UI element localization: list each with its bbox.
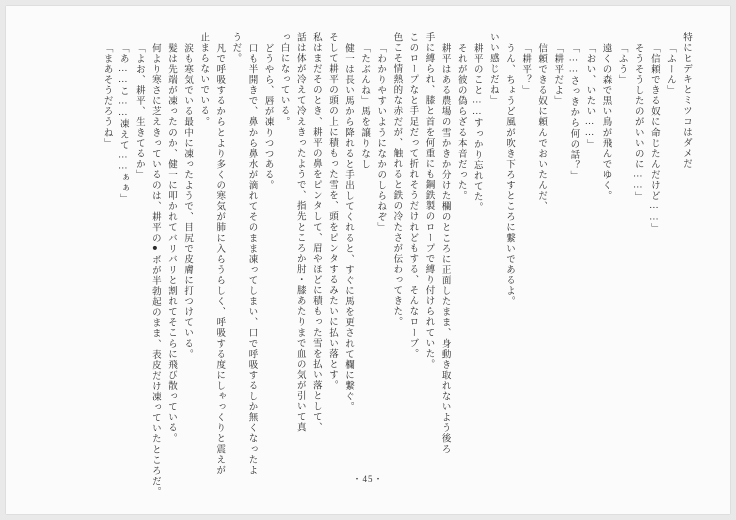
text-column: どうやら、唇が凍りつつある。 xyxy=(262,43,273,191)
text-column: っ白になっている。 xyxy=(278,32,289,127)
text-column: 「ふう」 xyxy=(616,43,627,86)
text-column: それが彼の偽らざる本音だった。 xyxy=(455,43,466,202)
text-column: 健一は長い馬から降れると手出してくれると、すぐに馬を更されて欄に繋ぐ。 xyxy=(343,43,354,413)
text-column: このロープなと手足だって折れそうだけれどもする、そんなローブ。 xyxy=(407,32,418,360)
text-column: 「よお、耕平、生きてるか」 xyxy=(133,43,144,181)
text-column: 「ふーん」 xyxy=(664,43,675,96)
page-number: ・45・ xyxy=(352,474,384,484)
text-column: 「信頼できる奴に命じたんだけど……」 xyxy=(648,43,659,234)
text-column: 涙も寒気でいる最中に凍ったようで、目尻で皮膚に打つけている。 xyxy=(182,43,193,360)
text-column: 耕平はある農場の雪かきか分けた欄のところに正面したまま、身動き取れないよう後ろ xyxy=(439,43,450,455)
text-column: 「耕平だよ」 xyxy=(552,43,563,107)
page-sheet xyxy=(6,6,730,514)
text-column: 色こそ情熱的な赤だが、触れると鉄の冷たさが伝わってきた。 xyxy=(391,32,402,328)
text-column: 私はまだそのとき、耕平の鼻をピンタして、眉やほどに積もった雪を払い落として、 xyxy=(310,32,321,433)
text-column: 「わかりやすいようになかのしらねぞ」 xyxy=(375,43,386,233)
text-column: 話は体が冷えて冷えきったようで、指先ところか肘・膝あたりまで血の気が引いて真 xyxy=(294,32,305,433)
text-column: 口も半開きで、鼻から鼻水が滴れてそのまま凍ってしまい、口で呼吸するしか無くなったよ xyxy=(246,43,257,476)
text-column: 手に縛られ、膝と首を何重にも鋼鉄製のロープで縛り付けられていた。 xyxy=(423,32,434,370)
text-column: いい感じだね」 xyxy=(487,32,498,106)
text-column: 止まらないでいる。 xyxy=(198,32,209,127)
text-column: 凡で呼吸するからとより多くの寒気が肺に入らうらしく、呼吸する度にしゃっくりと震えが xyxy=(214,43,225,476)
text-column: うだ。 xyxy=(230,32,241,64)
text-column: 「あ……こ……凍えて……ぁぁ」 xyxy=(117,43,128,205)
text-column: 遠くの森で黒い鳥が飛んでゆく。 xyxy=(600,43,611,202)
text-column: そして耕平の頭の上に積もった雪を、頭をピンタするみたいに払い落とす。 xyxy=(326,32,337,391)
text-column: そうそうしたのがいいのに……」 xyxy=(632,43,643,203)
text-column: 「……さっきから何の話？」 xyxy=(568,43,579,182)
text-column: 特にヒデキとミツコはダメだ xyxy=(681,32,691,170)
text-column: 「おい、いたい……」 xyxy=(584,43,595,150)
text-column: うん、ちょうど風が吹き下ろすところに繋いであるよ。 xyxy=(503,43,514,307)
text-column: 信頼できる奴に頼んでおいたんだ、 xyxy=(536,43,547,212)
text-column: 耕平のこと……すっかり忘れてた。 xyxy=(471,43,482,213)
text-column: 「まあそうだろうね」 xyxy=(101,43,112,149)
text-column: 髪は先端が凍ったのか、健一に叩かれてバリバリと割れてそこらに飛び散っている。 xyxy=(166,43,176,444)
text-column: 何より寒さに芝えきっているのは、耕平の●ボが半勃起のまま、表皮だけ凍っていたところだ。 xyxy=(149,43,160,498)
text-column: 「たぶんね」馬を譲りなし xyxy=(359,43,370,170)
text-column: 「耕平？」 xyxy=(520,43,531,96)
